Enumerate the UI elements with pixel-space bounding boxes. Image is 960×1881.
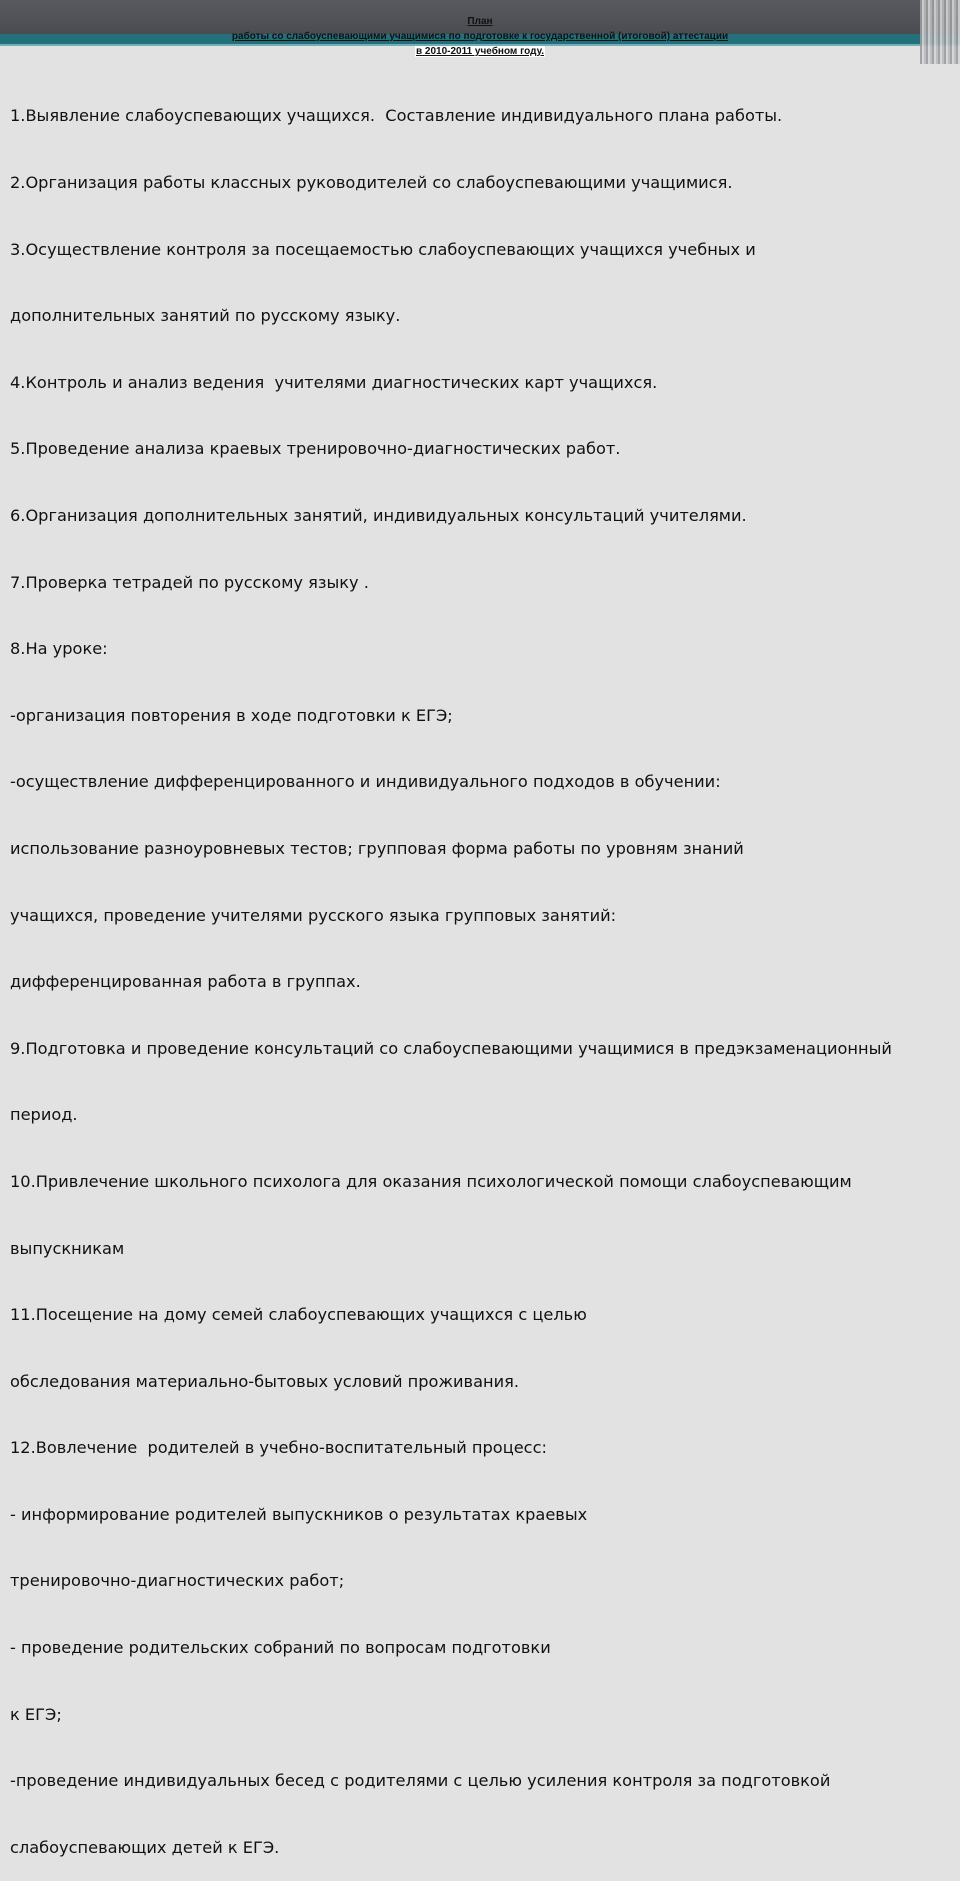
document-subtitle: работы со слабоуспевающими учащимися по подготовке к государственной (итоговой) аттестации	[231, 31, 729, 42]
plan-line: 7.Проверка тетрадей по русскому языку .	[10, 572, 369, 592]
plan-line: использование разноуровневых тестов; групповая форма работы по уровням знаний	[10, 838, 744, 858]
document-year: в 2010-2011 учебном году.	[415, 46, 545, 57]
plan-line: обследования материально-бытовых условий проживания.	[10, 1371, 519, 1391]
plan-line: период.	[10, 1105, 78, 1125]
document-title: План	[467, 16, 493, 27]
plan-line: -проведение индивидуальных бесед с родителями с целью усиления контроля за подготовкой	[10, 1771, 831, 1791]
plan-line: выпускникам	[10, 1238, 125, 1258]
document-header	[0, 14, 960, 59]
plan-list	[10, 61, 950, 1881]
plan-line: 4.Контроль и анализ ведения учителями диагностических карт учащихся.	[10, 372, 658, 392]
plan-line: -организация повторения в ходе подготовки к ЕГЭ;	[10, 705, 453, 725]
plan-line: -осуществление дифференцированного и индивидуального подходов в обучении:	[10, 772, 721, 792]
plan-line: дифференцированная работа в группах.	[10, 972, 361, 992]
plan-line: 5.Проведение анализа краевых тренировочно-диагностических работ.	[10, 439, 621, 459]
plan-line: 2.Организация работы классных руководителей со слабоуспевающими учащимися.	[10, 173, 733, 192]
plan-line: - информирование родителей выпускников о результатах краевых	[10, 1504, 588, 1524]
plan-line: 12.Вовлечение родителей в учебно-воспитательный процесс:	[10, 1438, 547, 1458]
plan-line: - проведение родительских собраний по вопросам подготовки	[10, 1638, 551, 1658]
plan-line: 8.На уроке:	[10, 639, 108, 659]
plan-line: слабоуспевающих детей к ЕГЭ.	[10, 1837, 280, 1857]
plan-line: 10.Привлечение школьного психолога для оказания психологической помощи слабоуспевающим	[10, 1171, 852, 1191]
plan-line: 1.Выявление слабоуспевающих учащихся. Составление индивидуального плана работы.	[10, 106, 783, 126]
plan-line: 9.Подготовка и проведение консультаций со слабоуспевающими учащимися в предэкзаменационный	[10, 1038, 892, 1058]
plan-line: 3.Осуществление контроля за посещаемостью слабоуспевающих учащихся учебных и	[10, 239, 756, 259]
plan-line: тренировочно-диагностических работ;	[10, 1571, 345, 1591]
plan-line: 6.Организация дополнительных занятий, индивидуальных консультаций учителями.	[10, 505, 747, 525]
plan-line: 11.Посещение на дому семей слабоуспевающих учащихся с целью	[10, 1305, 587, 1325]
plan-line: дополнительных занятий по русскому языку.	[10, 306, 401, 326]
plan-line: к ЕГЭ;	[10, 1704, 62, 1724]
plan-line: учащихся, проведение учителями русского языка групповых занятий:	[10, 905, 617, 925]
